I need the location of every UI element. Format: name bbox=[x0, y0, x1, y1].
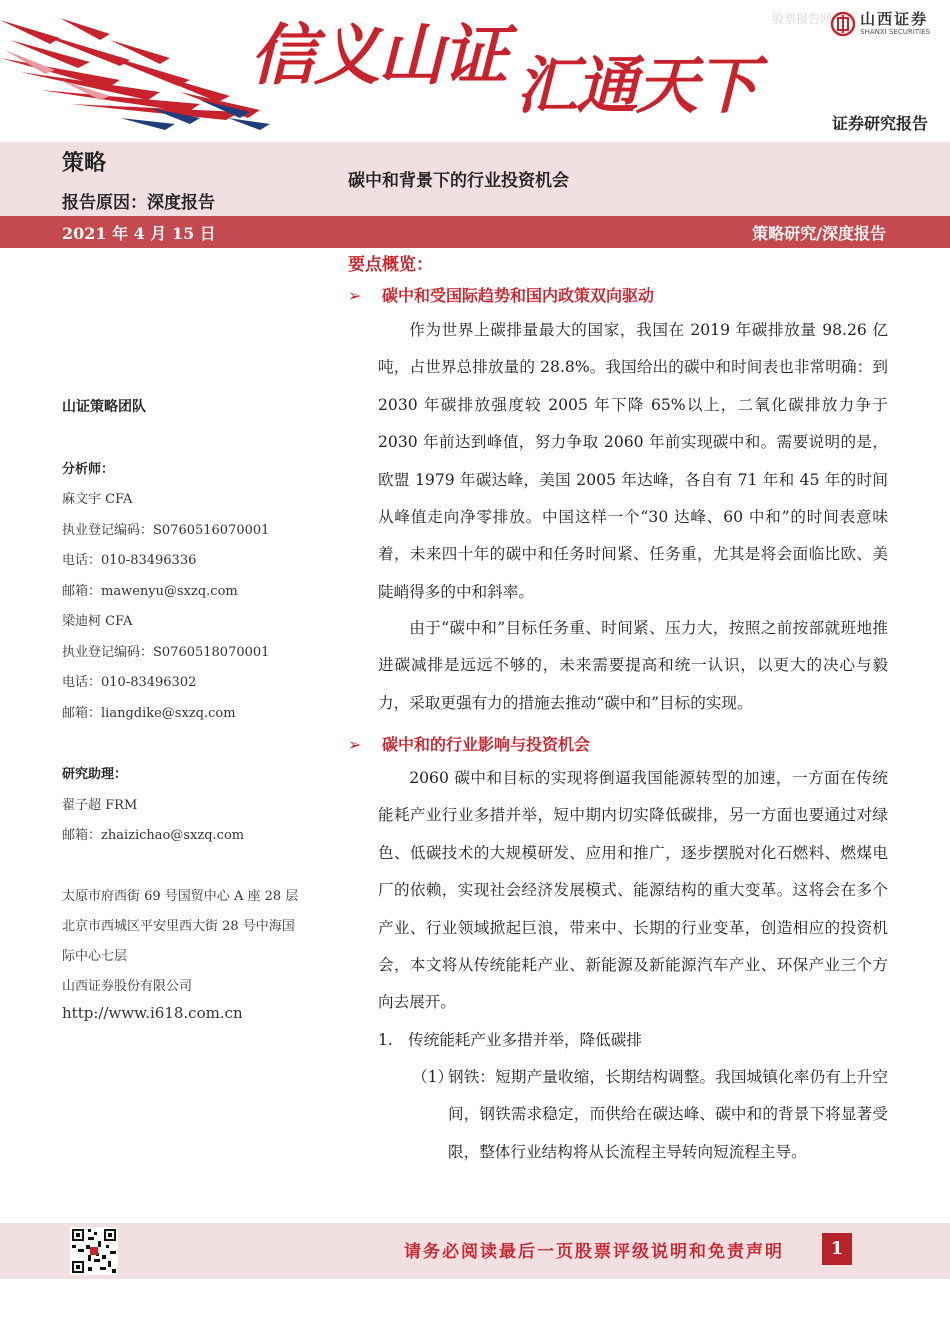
summary-heading: 要点概览： bbox=[348, 255, 433, 275]
analyst2-registration: 执业登记编码：S0760518070001 bbox=[62, 645, 270, 660]
sub-item-1-marker: （1） bbox=[412, 1068, 454, 1086]
page-number: 1 bbox=[822, 1233, 852, 1265]
assistant-name: 翟子超 FRM bbox=[62, 798, 138, 813]
report-reason: 报告原因：深度报告 bbox=[62, 193, 215, 213]
bullet1-paragraph2: 由于“碳中和”目标任务重、时间紧、压力大，按照之前按部就班地推进碳减排是远远不够的，未来需要提高和统一认识，以更大的决心与毅力，采取更强有力的措施去推动“碳中和”目标的实现。 bbox=[378, 619, 888, 712]
numbered-item-1-number: 1. bbox=[378, 1031, 393, 1049]
address-beijing-line1: 北京市西城区平安里西大街 28 号中海国 bbox=[62, 919, 295, 934]
arrow-bullet-icon: ➢ bbox=[348, 735, 362, 754]
bullet2-heading bbox=[348, 732, 590, 755]
analyst1-name: 麻文宇 CFA bbox=[62, 492, 133, 507]
bullet2-paragraph1: 2060 碳中和目标的实现将倒逼我国能源转型的加速，一方面在传统能耗产业行业多措并举，短中期内切实降低碳排，另一方面也要通过对绿色、低碳技术的大规模研发、应用和推广，逐步摆脱对化石燃料、燃煤电厂的依赖，实现社会经济发展模式、能源结构的重大变革。这将会在多个产业、行业领域掀起巨浪，带来中、长期的行业变革，创造相应的投资机会，本文将从传统能耗产业、新能源及新能源汽车产业、环保产业三个方向去展开。 bbox=[378, 769, 888, 1012]
report-type: 策略研究/深度报告 bbox=[752, 224, 886, 243]
slogan-part-2: 汇通天下 bbox=[516, 49, 757, 122]
logo-mark-icon bbox=[830, 11, 856, 37]
header-banner bbox=[0, 0, 950, 142]
bullet2-heading-text: 碳中和的行业影响与投资机会 bbox=[382, 735, 591, 754]
assistant-email[interactable]: 邮箱：zhaizichao@sxzq.com bbox=[62, 828, 245, 843]
analyst2-phone: 电话：010-83496302 bbox=[62, 675, 197, 690]
logo-chinese-name: 山西证券 bbox=[860, 10, 929, 28]
slogan-part-1: 信义山证 bbox=[250, 16, 506, 94]
qr-code-icon bbox=[70, 1227, 118, 1275]
company-name: 山西证券股份有限公司 bbox=[62, 979, 193, 994]
company-website-link[interactable]: http://www.i618.com.cn bbox=[62, 1004, 243, 1022]
report-date: 2021 年 4 月 15 日 bbox=[62, 224, 216, 243]
company-logo bbox=[830, 10, 930, 38]
logo-english-name: SHANXI SECURITIES bbox=[860, 28, 930, 36]
assistant-label: 研究助理： bbox=[62, 767, 128, 782]
document-title: 碳中和背景下的行业投资机会 bbox=[348, 171, 569, 191]
numbered-item-1-text: 传统能耗产业多措并举，降低碳排 bbox=[408, 1031, 642, 1049]
analyst1-registration: 执业登记编码：S0760516070001 bbox=[62, 523, 270, 538]
analyst1-phone: 电话：010-83496336 bbox=[62, 553, 197, 568]
analyst2-email[interactable]: 邮箱：liangdike@sxzq.com bbox=[62, 706, 236, 721]
bullet1-heading bbox=[348, 283, 654, 306]
disclaimer-note: 请务必阅读最后一页股票评级说明和免责声明 bbox=[404, 1242, 784, 1262]
address-beijing-line2: 际中心七层 bbox=[62, 949, 128, 964]
watermark-text: 股票报告网 bbox=[771, 12, 832, 26]
sub-item-1 bbox=[412, 1059, 888, 1171]
report-kind-label: 证券研究报告 bbox=[831, 114, 928, 133]
team-name: 山证策略团队 bbox=[62, 399, 146, 415]
analyst1-email[interactable]: 邮箱：mawenyu@sxzq.com bbox=[62, 584, 238, 599]
sub-item-1-text: 钢铁：短期产量收缩，长期结构调整。我国城镇化率仍有上升空间，钢铁需求稳定，而供给在碳达峰、碳中和的背景下将显著受限，整体行业结构将从长流程主导转向短流程主导。 bbox=[448, 1068, 888, 1161]
analyst-label: 分析师： bbox=[62, 462, 115, 477]
analyst2-name: 梁迪柯 CFA bbox=[62, 614, 133, 629]
bullet1-heading-text: 碳中和受国际趋势和国内政策双向驱动 bbox=[382, 286, 655, 305]
arrow-bullet-icon: ➢ bbox=[348, 286, 362, 305]
report-category: 策略 bbox=[62, 151, 107, 176]
numbered-item-1 bbox=[378, 1028, 642, 1050]
address-taiyuan: 太原市府西街 69 号国贸中心 A 座 28 层 bbox=[62, 889, 299, 904]
bullet1-paragraph1: 作为世界上碳排量最大的国家，我国在 2019 年碳排放量 98.26 亿吨，占世界总排放量的 28.8%。我国给出的碳中和时间表也非常明确：到 2030 年碳排放强度较 2005 年下降 65%以上，二氧化碳排放力争于 2030 年前达到峰值，努力争取 2060 年前实现碳中和。需要说明的是，欧盟 1979 年碳达峰，美国 2005 年达峰，各自有 71 年和 45 年的时间从峰值走向净零排放。中国这样一个“30 达峰、60 中和”的时间表意味着，未来四十年的碳中和任务时间紧、任务重，尤其是将会面临比欧、美陡峭得多的中和斜率。 bbox=[378, 321, 888, 601]
